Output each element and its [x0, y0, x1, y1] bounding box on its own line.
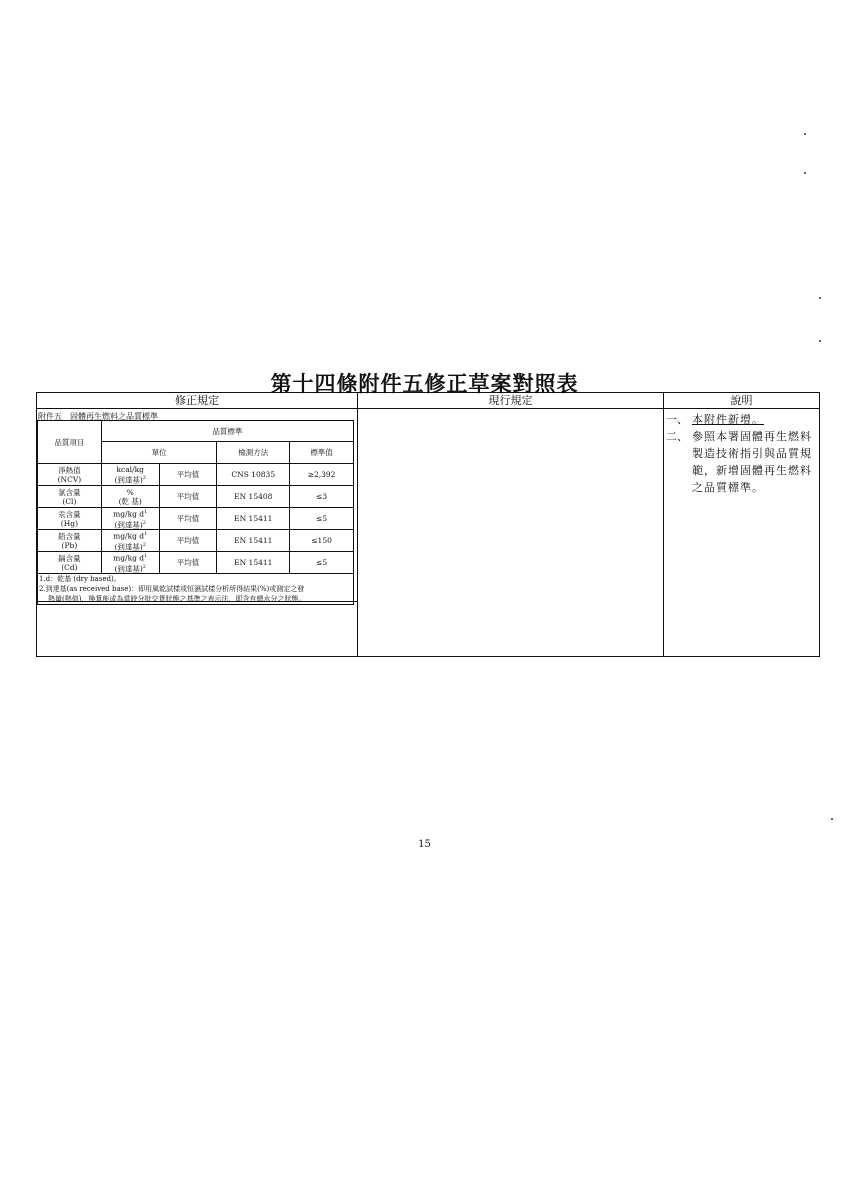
- amended-column-header: 修正規定: [37, 393, 357, 409]
- item-text: 參照本署固體再生燃料製造技術指引與品質規範，新增固體再生燃料之品質標準。: [692, 430, 812, 494]
- item-name: 汞含量: [58, 509, 81, 519]
- unit: kcal/kg: [116, 464, 144, 474]
- table-row: [38, 486, 354, 508]
- header-method: 檢測方法: [217, 442, 290, 464]
- unit-note: (到達基): [114, 564, 143, 573]
- comparison-table: [36, 392, 820, 657]
- limit: ≥2,392: [290, 464, 354, 486]
- scan-speck: [804, 133, 806, 135]
- unit-sup-mark: 1: [144, 509, 148, 515]
- unit-sup: 2: [142, 519, 146, 526]
- unit-sup-mark: 1: [144, 553, 148, 559]
- stat: 平均值: [159, 486, 217, 508]
- unit: mg/kg d: [113, 509, 145, 519]
- method: EN 15411: [217, 552, 290, 574]
- item-name: 鎘含量: [58, 553, 81, 563]
- unit-note: (到達基): [114, 542, 143, 551]
- scan-speck: [819, 297, 821, 299]
- item-symbol: (NCV): [57, 474, 82, 484]
- amended-column: [37, 393, 358, 656]
- scan-speck: [819, 340, 821, 342]
- method: EN 15411: [217, 530, 290, 552]
- method: EN 15408: [217, 486, 290, 508]
- header-item: 品質項目: [38, 421, 102, 464]
- item-symbol: (Hg): [60, 518, 78, 528]
- notes-cell: [38, 574, 354, 605]
- header-unit: 單位: [101, 442, 217, 464]
- table-row: [38, 508, 354, 530]
- explanation-column: [664, 393, 819, 656]
- current-column-header: 現行規定: [358, 393, 663, 409]
- stat: 平均值: [159, 552, 217, 574]
- item-name: 鉛含量: [58, 531, 81, 541]
- document-title: 第十四條附件五修正草案對照表: [270, 371, 579, 396]
- unit-sup: 2: [142, 541, 146, 548]
- annex-title: 附件五 固體再生燃料之品質標準: [38, 412, 158, 421]
- unit-sup: 2: [142, 563, 146, 570]
- method: EN 15411: [217, 508, 290, 530]
- unit-sup-mark: 1: [144, 531, 148, 537]
- table-notes: [38, 574, 353, 604]
- unit: mg/kg d: [113, 531, 145, 541]
- limit: ≤5: [290, 552, 354, 574]
- unit-sup: 2: [142, 474, 146, 481]
- item-symbol: (Cl): [62, 496, 77, 506]
- explanation-column-header: 說明: [664, 393, 819, 409]
- scan-speck: [831, 818, 833, 820]
- stat: 平均值: [159, 530, 217, 552]
- table-row: [38, 530, 354, 552]
- list-item: [666, 428, 816, 496]
- note-2: 2.到達基(as received base)：即用風乾試樣或恒濕試樣分析所得結果(%)或測定之發: [39, 585, 305, 593]
- item-symbol: (Cd): [61, 562, 78, 572]
- limit: ≤5: [290, 508, 354, 530]
- limit: ≤3: [290, 486, 354, 508]
- item-name: 淨熱值: [58, 465, 81, 475]
- explanation-list: [664, 409, 819, 496]
- scan-speck: [804, 172, 806, 174]
- unit-note: (乾 基): [118, 496, 142, 506]
- header-standard: 品質標準: [101, 421, 353, 442]
- note-1: 1.d：乾基 (dry based)。: [39, 575, 121, 583]
- item-text: 本附件新增。: [692, 413, 764, 426]
- item-number: 一、: [666, 413, 688, 426]
- unit-note: (到達基): [114, 520, 143, 529]
- list-item: [666, 411, 816, 428]
- table-row: [38, 464, 354, 486]
- unit-note: (到達基): [114, 475, 143, 485]
- item-name: 氯含量: [58, 487, 81, 497]
- divider: [37, 601, 357, 602]
- item-symbol: (Pb): [61, 540, 78, 550]
- item-number: 二、: [666, 430, 688, 443]
- quality-standard-table: [37, 420, 354, 605]
- unit: %: [126, 487, 134, 497]
- method: CNS 10835: [217, 464, 290, 486]
- header-limit: 標準值: [290, 442, 354, 464]
- note-2-cont: 熱量(熱值)，換算能成為當時分批交貨狀態之基準之表示法，即含有總水分之狀態。: [48, 595, 306, 603]
- table-row: [38, 552, 354, 574]
- page-number: 15: [418, 839, 431, 850]
- stat: 平均值: [159, 508, 217, 530]
- stat: 平均值: [159, 464, 217, 486]
- current-column: [358, 393, 664, 656]
- unit: mg/kg d: [113, 553, 145, 563]
- limit: ≤150: [290, 530, 354, 552]
